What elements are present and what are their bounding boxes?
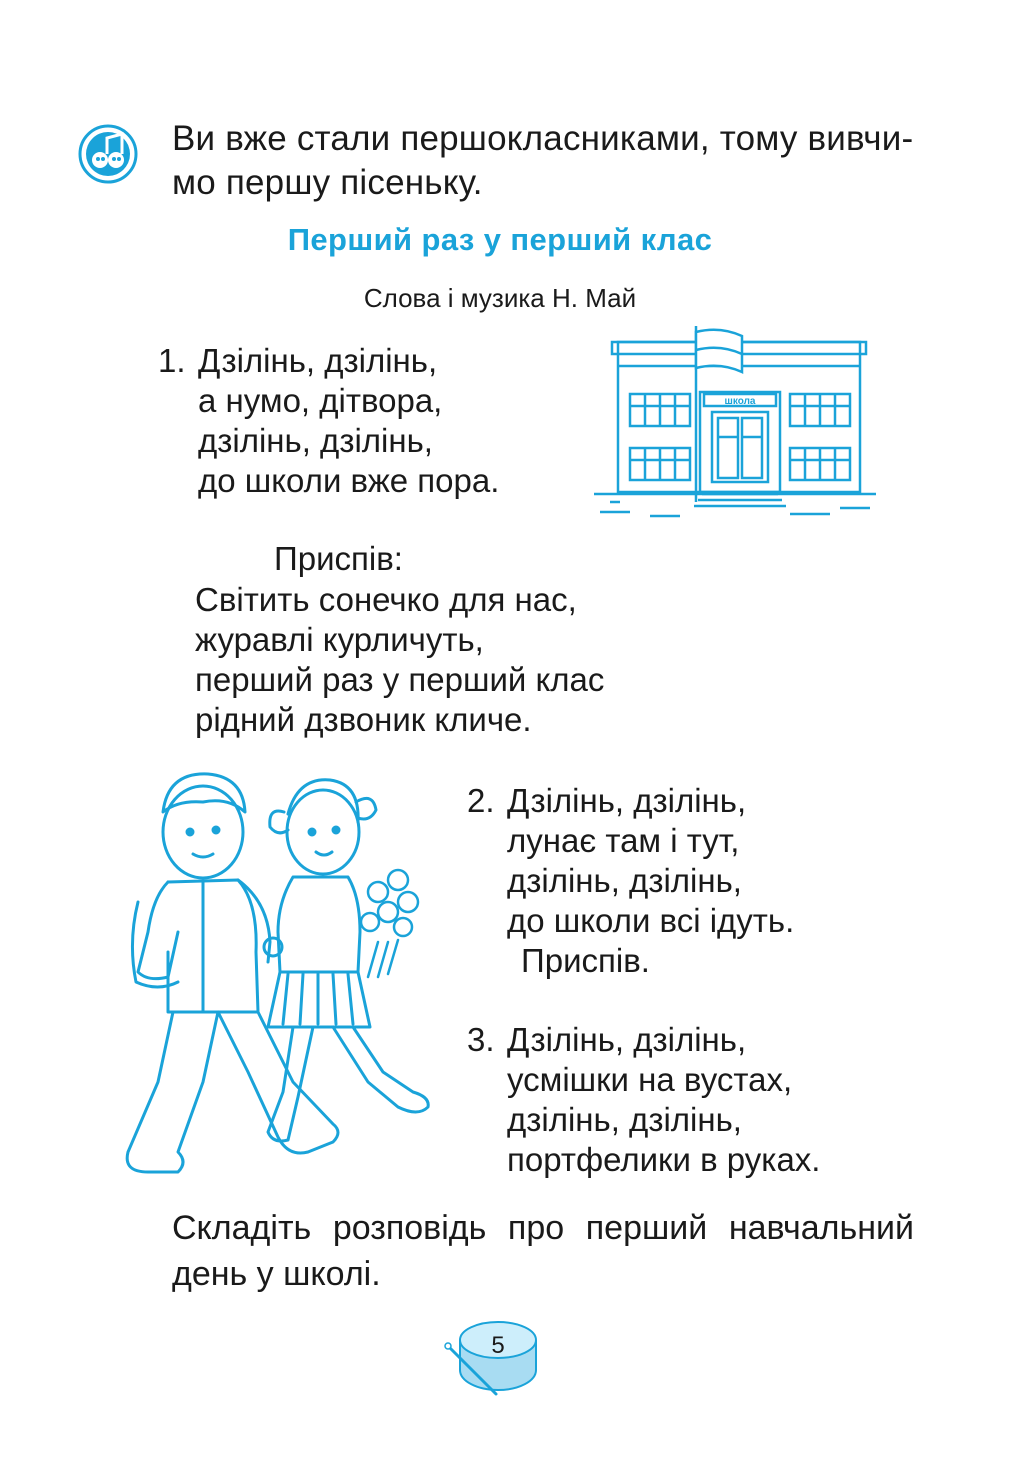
intro-line-1: Ви вже стали першокласниками, тому вивчи- bbox=[172, 119, 914, 158]
page-number: 5 bbox=[491, 1332, 505, 1359]
verse-line: портфелики в руках. bbox=[507, 1141, 821, 1178]
verse-line: Дзілінь, дзілінь, bbox=[507, 782, 747, 819]
verse-1 bbox=[158, 341, 499, 501]
school-sign: школа bbox=[724, 396, 756, 407]
song-credit: Слова і музика Н. Май bbox=[363, 283, 637, 313]
verse-line: усмішки на вустах, bbox=[507, 1061, 793, 1098]
music-notes-icon bbox=[78, 124, 138, 184]
task-line-2: день у школі. bbox=[172, 1255, 381, 1293]
chorus bbox=[195, 580, 604, 740]
verse-line: до школи вже пора. bbox=[198, 462, 500, 499]
children-illustration bbox=[108, 752, 438, 1182]
chorus-line: рідний дзвоник кличе. bbox=[195, 701, 532, 738]
song-title: Перший раз у перший клас bbox=[287, 222, 713, 257]
verse-2-number: 2. bbox=[467, 782, 495, 819]
task-text bbox=[172, 1205, 914, 1297]
verse-2 bbox=[467, 781, 794, 981]
verse-line: Дзілінь, дзілінь, bbox=[198, 342, 438, 379]
verse-line: дзілінь, дзілінь, bbox=[507, 862, 742, 899]
chorus-line: перший раз у перший клас bbox=[195, 661, 605, 698]
school-building-illustration bbox=[590, 322, 880, 522]
verse-line: дзілінь, дзілінь, bbox=[198, 422, 433, 459]
verse-1-number: 1. bbox=[158, 342, 186, 379]
chorus-line: журавлі курличуть, bbox=[195, 621, 484, 658]
verse-3 bbox=[467, 1020, 820, 1180]
chorus-line: Світить сонечко для нас, bbox=[195, 581, 577, 618]
verse-line: дзілінь, дзілінь, bbox=[507, 1101, 742, 1138]
verse-2-refrain: Приспів. bbox=[521, 942, 650, 979]
verse-3-number: 3. bbox=[467, 1021, 495, 1058]
task-line-1: Складіть розповідь про перший навчальний bbox=[172, 1209, 914, 1247]
chorus-label: Приспів: bbox=[274, 540, 403, 577]
verse-line: лунає там і тут, bbox=[507, 822, 740, 859]
verse-line: а нумо, дітвора, bbox=[198, 382, 443, 419]
verse-line: до школи всі ідуть. bbox=[507, 902, 795, 939]
intro-line-2: мо першу пісеньку. bbox=[172, 163, 483, 202]
verse-line: Дзілінь, дзілінь, bbox=[507, 1021, 747, 1058]
